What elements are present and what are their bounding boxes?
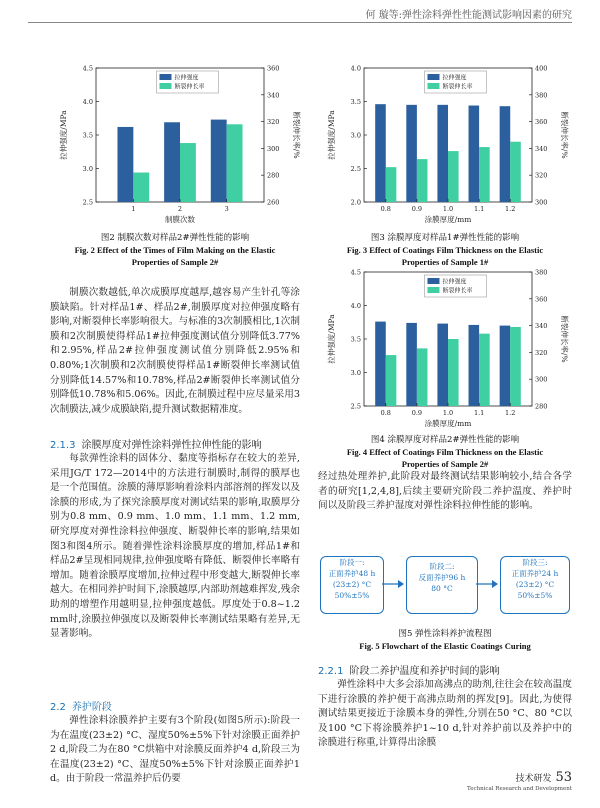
left-body-2 [50, 452, 300, 642]
flow-stage-1-line: 50%±5% [334, 591, 370, 600]
figure-5-caption-en: Fig. 5 Flowchart of the Elastic Coatings Curing [359, 641, 531, 651]
running-header: 何 璇等:弹性涂料弹性性能测试影响因素的研究 [365, 10, 572, 21]
right-tick-label: 340 [535, 322, 548, 331]
right-body-2 [318, 678, 572, 751]
bar-elongation [479, 334, 490, 406]
flow-stage-1-line: 正面养护48 h [328, 569, 376, 578]
section-2-2-heading [50, 698, 112, 713]
left-tick-label: 2.5 [350, 165, 361, 173]
flow-stage-3 [500, 556, 570, 614]
x-tick-label: 1.2 [505, 205, 516, 213]
left-tick-label: 3.5 [350, 335, 361, 344]
legend-label: 断裂伸长率 [174, 83, 205, 91]
bar-elongation [386, 355, 397, 406]
figure-4-caption [310, 434, 580, 470]
flow-stage-2-line: 反面养护96 h [418, 573, 466, 582]
left-tick-label: 4.5 [82, 64, 93, 73]
paragraph: 制膜次数越低,单次成膜厚度越厚,越容易产生针孔等涂膜缺陷。针对样品1#、样品2#,制膜厚度对拉伸强度略有影响,对断裂伸长率影响很大。与标准的3次制膜相比,1次制膜和2次制膜使得样品1#拉伸强度测试值分别降低3.77%和2.95%,样品2#拉伸强度测试值分别降低2.95%和0.80%;1次制膜和2次制膜使得样品1#断裂伸长率测试值分别降低14.57%和10.78%,样品2#断裂伸长率测试值分别降低10.78%和5.06%。因此,在制膜过程中应尽量采用3次制膜法,减少成膜缺陷,提升测试数据精准度。 [50, 287, 300, 415]
left-body-3 [50, 714, 300, 787]
bar-tensile-strength [500, 106, 511, 202]
figure-2 [50, 62, 305, 234]
y-axis-label-right: 断裂伸长率/% [560, 111, 569, 159]
bar-elongation [227, 124, 243, 202]
legend-swatch [159, 74, 171, 80]
right-tick-label: 360 [267, 64, 280, 73]
bar-elongation [479, 147, 490, 202]
bar-tensile-strength [406, 105, 417, 202]
bar-tensile-strength [469, 106, 480, 202]
legend-label: 断裂伸长率 [442, 287, 473, 295]
figure-3-caption-cn: 图3 涂膜厚度对样品1#弹性性能的影响 [370, 233, 520, 243]
chart-fig3 [318, 62, 573, 230]
right-tick-label: 320 [535, 348, 548, 357]
bar-elongation [133, 173, 149, 202]
right-tick-label: 300 [535, 198, 548, 207]
bar-elongation [180, 143, 196, 202]
legend-label: 断裂伸长率 [442, 83, 473, 91]
x-tick-label: 3 [224, 205, 229, 213]
arrow-right-icon [476, 578, 498, 590]
bar-tensile-strength [117, 127, 133, 202]
left-tick-label: 2.5 [350, 402, 361, 411]
section-2-1-3-heading [50, 436, 261, 451]
y-axis-label-right: 断裂伸长率/% [560, 315, 569, 363]
right-tick-label: 320 [267, 118, 280, 127]
flow-stage-3-title: 阶段三: [522, 558, 548, 567]
flow-stage-1-line: (23±2) °C [332, 580, 372, 589]
legend-label: 拉伸强度 [442, 278, 467, 286]
bar-elongation [448, 151, 459, 202]
section-title: 养护阶段 [71, 702, 112, 713]
right-tick-label: 280 [267, 171, 280, 180]
figure-3-caption [310, 232, 580, 268]
x-tick-label: 2 [177, 205, 183, 213]
right-tick-label: 380 [535, 268, 548, 277]
x-tick-label: 1.1 [473, 409, 485, 417]
x-tick-label: 0.9 [411, 205, 423, 213]
left-tick-label: 4.0 [350, 302, 361, 310]
figure-3-caption-en-2: Properties of Sample 1# [401, 257, 489, 267]
figure-2-caption-en-2: Properties of Sample 2# [131, 257, 219, 267]
flow-stage-3-line: (23±2) °C [515, 580, 555, 589]
x-tick-label: 1.0 [442, 409, 454, 417]
section-number: 2.2.1 [318, 666, 344, 677]
figure-2-caption-cn: 图2 制膜次数对样品2#弹性性能的影响 [100, 233, 250, 243]
flow-stage-2-title: 阶段二: [429, 562, 455, 571]
right-tick-label: 300 [267, 144, 280, 153]
x-tick-label: 0.9 [411, 409, 423, 417]
paragraph: 弹性涂料涂膜养护主要有3个阶段(如图5所示):阶段一为在温度(23±2) °C、湿度50%±5%下针对涂膜正面养护2 d,阶段二为在80 °C烘箱中对涂膜反面养护4 d,阶段三为在温度(23±2) °C、湿度50%±5%下针对涂膜正面养护1 d。由于阶段一常温养护后仍要 [50, 715, 300, 785]
bar-tensile-strength [437, 105, 448, 202]
right-tick-label: 280 [535, 402, 548, 411]
page-footer [467, 770, 572, 794]
y-axis-label-left: 拉伸强度/MPa [59, 110, 68, 160]
x-tick-label: 1.2 [505, 409, 516, 417]
figure-4-caption-cn: 图4 涂膜厚度对样品2#弹性性能的影响 [370, 435, 520, 445]
section-title: 涂膜厚度对弹性涂料弹性拉伸性能的影响 [81, 440, 262, 451]
flow-stage-1 [320, 556, 384, 614]
y-axis-label-left: 拉伸强度/MPa [327, 110, 336, 160]
x-tick-label: 1 [131, 205, 136, 213]
legend-label: 拉伸强度 [442, 74, 467, 82]
figure-3-caption-en-1: Fig. 3 Effect of Coatings Film Thickness on the Elastic [346, 245, 544, 255]
left-tick-label: 2.0 [350, 198, 361, 207]
bar-tensile-strength [211, 120, 227, 202]
right-tick-label: 380 [535, 91, 548, 100]
bar-tensile-strength [375, 104, 386, 202]
flow-stage-2-line: 80 °C [431, 584, 453, 593]
bar-tensile-strength [500, 326, 511, 406]
right-tick-label: 360 [535, 118, 548, 127]
section-number: 2.2 [50, 702, 66, 713]
section-number: 2.1.3 [50, 440, 76, 451]
header-rule [28, 22, 572, 23]
right-tick-label: 400 [535, 64, 548, 73]
paragraph: 每款弹性涂料的固体分、黏度等指标存在较大的差异,采用JG/T 172—2014中的方法进行制膜时,制得的膜厚也是一个范围值。涂膜的薄厚影响着涂料内部溶剂的挥发以及涂膜的形成,为了探究涂膜厚度对测试结果的影响,取膜厚分别为0.8 mm、0.9 mm、1.0 mm、1.1 mm、1.2 mm,研究厚度对弹性涂料拉伸强度、断裂伸长率的影响,结果如图3和图4所示。随着弹性涂料涂膜厚度的增加,样品1#和样品2#呈现相同规律,拉伸强度略有降低、断裂伸长率略有增加。随着涂膜厚度增加,拉伸过程中形变越大,断裂伸长率越大。在相同养护时间下,涂膜越厚,内部助剂越难挥发,残余助剂的增塑作用越明显,拉伸强度越低。厚度处于0.8~1.2 mm时,涂膜拉伸强度以及断裂伸长率测试结果略有差异,无显著影响。 [50, 453, 300, 640]
page-number: 53 [555, 770, 572, 785]
chart-fig4 [318, 266, 573, 434]
figure-4-caption-en-1: Fig. 4 Effect of Coatings Film Thickness on the Elastic [346, 447, 544, 457]
bar-elongation [448, 339, 459, 406]
paragraph: 弹性涂料中大多会添加高沸点的助剂,往往会在较高温度下进行涂膜的养护便于高沸点助剂的挥发[9]。因此,为使得测试结果更接近于涂膜本身的弹性,分别在50 °C、80 °C以及100 °C下将涂膜养护1~10 d,针对养护前以及养护中的涂膜进行称重,计算得出涂膜 [318, 679, 572, 749]
flow-stage-1-title: 阶段一: [339, 558, 365, 567]
x-tick-label: 0.8 [380, 409, 391, 417]
figure-4 [318, 266, 573, 438]
bar-tensile-strength [437, 324, 448, 406]
paragraph: 经过热处理养护,此阶段对最终测试结果影响较小,结合各学者的研究[1,2,4,8],后续主要研究阶段二养护温度、养护时间以及阶段三养护湿度对弹性涂料拉伸性能的影响。 [318, 471, 572, 512]
left-tick-label: 4.5 [350, 268, 361, 277]
left-tick-label: 3.0 [82, 165, 93, 173]
bar-elongation [510, 327, 521, 406]
bar-tensile-strength [164, 122, 180, 202]
legend-swatch [159, 83, 171, 89]
bar-elongation [417, 159, 428, 202]
bar-tensile-strength [375, 322, 386, 406]
left-tick-label: 4.0 [82, 98, 93, 106]
right-tick-label: 340 [267, 91, 280, 100]
figure-2-caption [40, 232, 310, 268]
section-2-2-1-heading [318, 662, 499, 677]
bar-elongation [417, 348, 428, 406]
journal-name: 技术研发 [515, 774, 552, 784]
legend-swatch [427, 287, 439, 293]
right-tick-label: 260 [267, 198, 280, 207]
section-title: 阶段二养护温度和养护时间的影响 [349, 666, 500, 677]
x-tick-label: 1.0 [442, 205, 454, 213]
flow-stage-2 [406, 556, 478, 614]
left-tick-label: 3.5 [350, 98, 361, 106]
figure-5-caption-cn: 图5 弹性涂料养护流程图 [398, 629, 492, 639]
figure-3 [318, 62, 573, 234]
right-tick-label: 340 [535, 144, 548, 153]
right-tick-label: 300 [535, 375, 548, 384]
chart-fig2 [50, 62, 305, 230]
legend-swatch [427, 74, 439, 80]
right-tick-label: 320 [535, 171, 548, 180]
bar-elongation [386, 167, 397, 202]
flow-stage-3-line: 50%±5% [517, 591, 553, 600]
x-tick-label: 1.1 [473, 205, 485, 213]
left-body-1 [50, 286, 300, 417]
left-tick-label: 3.0 [350, 369, 361, 377]
right-body-1 [318, 470, 572, 514]
flow-stage-3-line: 正面养护24 h [511, 569, 559, 578]
left-tick-label: 4.0 [350, 64, 361, 73]
figure-2-caption-en-1: Fig. 2 Effect of the Times of Film Making on the Elastic [74, 245, 276, 255]
journal-name-en: Technical Research and Development [467, 786, 572, 792]
figure-5-flowchart [318, 548, 572, 628]
right-tick-label: 360 [535, 295, 548, 304]
figure-4-caption-en-2: Properties of Sample 2# [401, 459, 489, 469]
left-tick-label: 3.5 [82, 131, 93, 140]
x-axis-label: 涂膜厚度/mm [424, 215, 472, 224]
y-axis-label-left: 拉伸强度/MPa [327, 314, 336, 364]
bar-elongation [510, 142, 521, 202]
bar-tensile-strength [469, 325, 480, 406]
legend-swatch [427, 278, 439, 284]
x-tick-label: 0.8 [380, 205, 391, 213]
left-tick-label: 3.0 [350, 131, 361, 140]
y-axis-label-right: 断裂伸长率/% [292, 111, 301, 159]
left-tick-label: 2.5 [82, 198, 93, 207]
bar-tensile-strength [406, 323, 417, 406]
legend-swatch [427, 83, 439, 89]
x-axis-label: 涂膜厚度/mm [424, 419, 472, 428]
arrow-right-icon [382, 578, 404, 590]
legend-label: 拉伸强度 [174, 74, 199, 82]
figure-5-caption [310, 628, 580, 652]
x-axis-label: 制膜次数 [165, 215, 195, 224]
